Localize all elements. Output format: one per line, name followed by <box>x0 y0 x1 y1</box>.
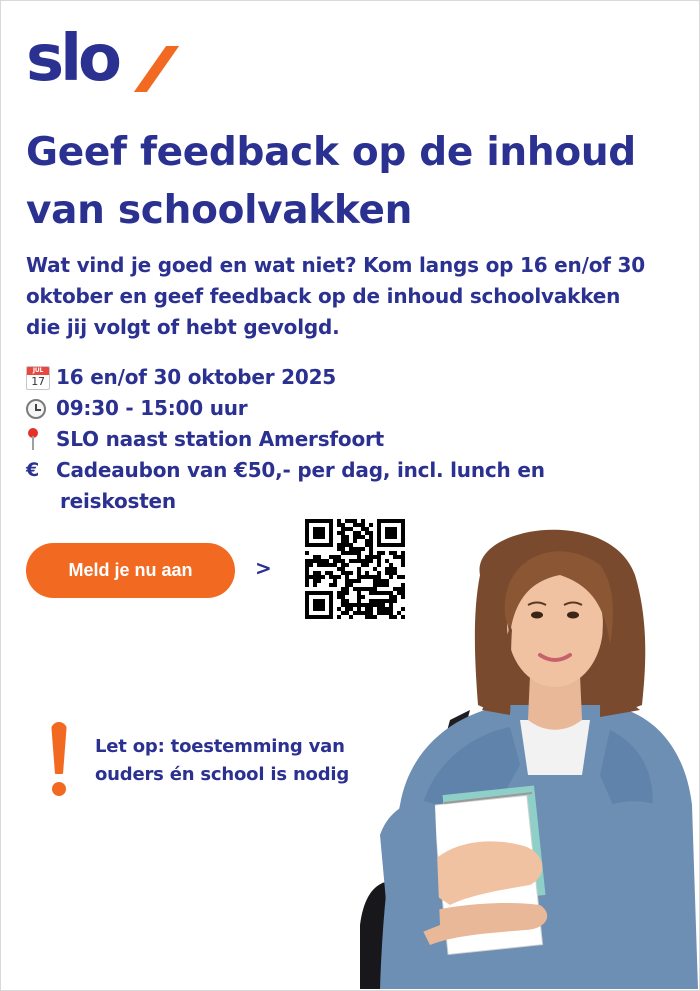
notice-line-1: Let op: toestemming van <box>95 736 345 757</box>
event-date: 16 en/of 30 oktober 2025 <box>56 365 337 389</box>
event-location: SLO naast station Amersfoort <box>56 427 385 451</box>
arrow-icon: > <box>255 556 272 580</box>
logo-text: slo <box>26 22 118 96</box>
intro-text: Wat vind je goed en wat niet? Kom langs op 16 en/of 30 oktober en geef feedback op de inhoud schoolvakken die jij volgt of hebt gevolgd. <box>26 253 645 339</box>
reward-line-1: Cadeaubon van €50,- per dag, incl. lunch en <box>56 458 545 482</box>
event-details <box>26 362 626 517</box>
register-button[interactable]: Meld je nu aan <box>26 543 235 598</box>
event-time: 09:30 - 15:00 uur <box>56 396 248 420</box>
exclamation-icon <box>48 722 70 798</box>
date-row <box>26 362 626 393</box>
calendar-icon: JUL 17 <box>26 366 50 390</box>
location-row <box>26 424 626 455</box>
time-row <box>26 393 626 424</box>
reward-row <box>26 455 626 486</box>
clock-icon <box>26 399 46 419</box>
page-title: Geef feedback op de inhoud van schoolvakken <box>26 130 636 233</box>
consent-notice <box>95 733 395 789</box>
pin-icon <box>26 426 38 454</box>
slo-logo <box>26 22 118 96</box>
reward-line-2: reiskosten <box>60 489 176 513</box>
notice-line-2: ouders én school is nodig <box>95 764 350 785</box>
euro-icon: € <box>26 459 40 481</box>
student-photo <box>360 505 698 989</box>
